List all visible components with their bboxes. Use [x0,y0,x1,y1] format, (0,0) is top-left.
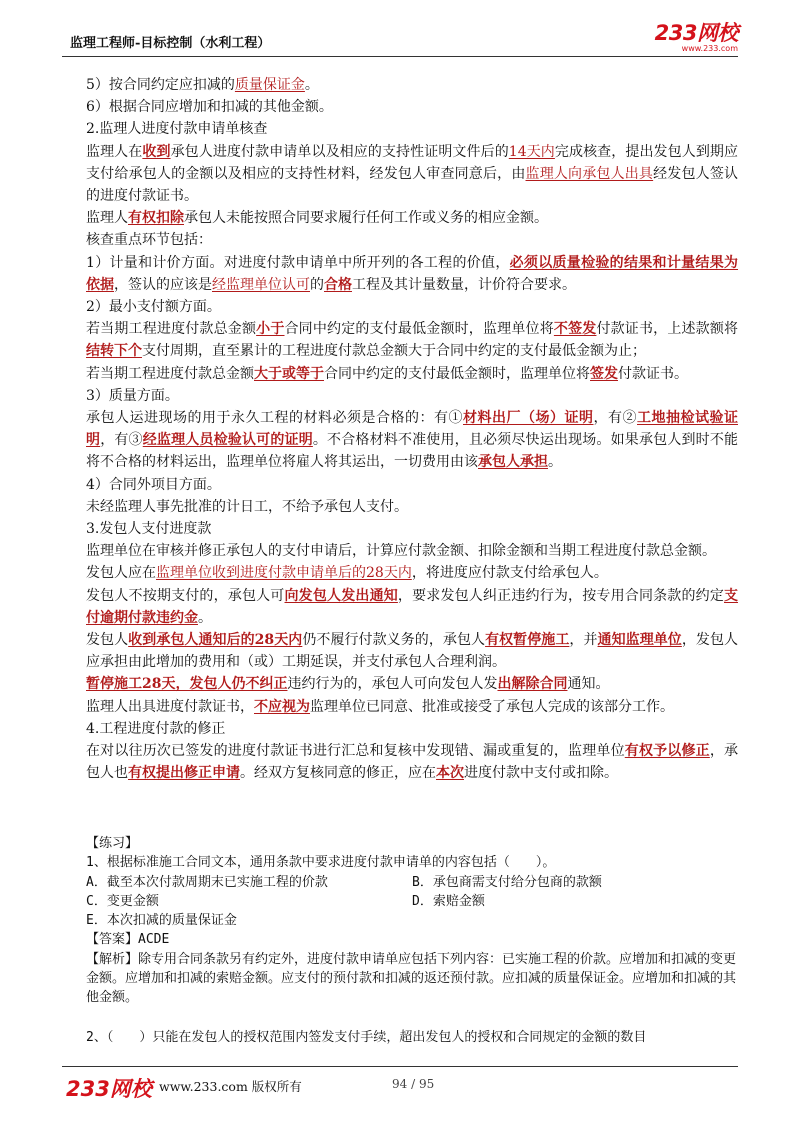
body-paragraph [86,562,738,584]
highlighted-term: 有权扣除 [128,210,184,227]
main-content [86,74,738,785]
highlighted-term: 出解除合同 [497,676,568,693]
highlighted-term: 大于或等于 [254,365,324,382]
body-paragraph [86,207,738,229]
highlighted-term: 质量保证金 [234,77,305,93]
highlighted-term: 向发包人发出通知 [284,587,398,604]
body-paragraph [86,252,738,296]
highlighted-term: 本次 [436,765,464,782]
text-run: 4）合同外项目方面。 [86,476,221,493]
analysis-label: 【解析】 [86,951,139,967]
text-run: 监理人在 [86,143,143,160]
body-paragraph [86,673,738,695]
logo-url: www.233.com [681,44,738,53]
text-run: 发包人 [86,632,129,649]
footer-logo: 233网校 [66,1077,152,1101]
body-paragraph [86,474,738,496]
text-run: ，承包人也 [86,743,739,782]
text-run: 。 [548,454,562,471]
question-1: 1、根据标准施工合同文本，通用条款中要求进度付款申请单的内容包括（ ）。 [86,855,556,871]
text-run: 。不合格材料不准使用，且必须尽快运出现场。如果承包人到时不能将不合格的材料运出，监理单位将雇人将其运出，一切费用由该 [86,432,739,471]
option-a: A．截至本次付款周期末已实施工程的价款 [86,874,328,890]
text-run: 若当期工程进度付款总金额 [86,321,257,338]
text-run: 付款证书。 [618,365,688,382]
text-run: 进度付款中支付或扣除。 [464,765,618,782]
body-paragraph [86,585,738,629]
text-run: 2）最小支付额方面。 [86,299,221,316]
document-title: 监理工程师-目标控制（水利工程） [70,36,271,51]
option-c: C．变更金额 [86,893,159,909]
body-paragraph [86,74,738,96]
text-run: ，并 [569,632,598,649]
highlighted-term: 14天内 [508,143,555,160]
highlighted-term: 结转下个 [86,343,142,360]
answer-line [86,930,738,949]
footer-copyright: www.233.com 版权所有 [159,1079,302,1094]
body-paragraph [86,629,738,673]
option-d: D．索赔金额 [412,893,485,909]
text-run: 。 [304,77,319,93]
body-paragraph [86,696,738,718]
brand-logo [655,22,738,53]
highlighted-term: 有权提出修正申请 [128,765,240,782]
text-run: 的 [310,276,324,293]
text-run: 3）质量方面。 [86,387,179,404]
text-run: 监理单位在审核并修正承包人的支付申请后，计算应付款金额、扣除金额和当期工程进度付款总金额。 [86,543,716,560]
highlighted-term: 必须以质量检验的结果和计量结果为依据 [86,254,739,293]
highlighted-term: 经监理单位认可 [212,276,310,293]
text-run: 监理人出具进度付款证书， [86,698,254,715]
text-run: 工程及其计量数量，计价符合要求。 [352,276,576,293]
option-b: B．承包商需支付给分包商的款额 [412,874,602,890]
answer-label: 【答案】 [86,932,139,948]
highlighted-term: 暂停施工28天，发包人仍不纠正 [86,676,288,693]
body-paragraph [86,141,738,208]
text-run: 通知。 [567,676,610,693]
text-run: 支付周期，直至累计的工程进度付款总金额大于合同中约定的支付最低金额为止； [142,343,646,360]
body-paragraph [86,518,738,540]
highlighted-term: 收到 [142,143,171,160]
text-run: 仍不履行付款义务的，承包人 [302,632,486,649]
highlighted-term: 材料出厂（场）证明 [463,410,594,427]
exercise-heading: 【练习】 [86,836,139,851]
body-paragraph [86,229,738,251]
highlighted-term: 小于 [256,321,285,338]
text-run: 未经监理人事先批准的计日工，不给予承包人支付。 [86,498,408,515]
text-run: 承包人进度付款申请单以及相应的支持性证明文件后的 [170,143,509,160]
body-paragraph [86,96,738,118]
text-run: ，发包人应承担由此增加的费用和（或）工期延误，并支付承包人合理利润。 [86,632,739,671]
text-run: 违约行为的，承包人可向发包人发 [287,676,498,693]
text-run: 承包人运进现场的用于永久工程的材料必须是合格的：有① [86,410,463,427]
text-run: ，要求发包人纠正违约行为，按专用合同条款的约定 [397,587,725,604]
text-run: ，将进度应付款支付给承包人。 [411,565,608,582]
page-footer [62,1066,738,1101]
text-run: 发包人应在 [86,565,156,582]
text-run: 。 [198,609,212,626]
analysis-text: 除专用合同条款另有约定外，进度付款申请单应包括下列内容：已实施工程的价款。应增加和扣减的变更金额。应增加和扣减的索赔金额。应支付的预付款和扣减的返还预付款。应扣减的质量保证金。应增加和扣减的其他金额。 [86,951,737,1006]
text-run: 4.工程进度付款的修正 [86,720,226,737]
text-run: 监理人 [86,210,128,227]
body-paragraph [86,740,738,784]
text-run: 发包人不按期支付的，承包人可 [86,587,285,604]
highlighted-term: 不应视为 [254,698,310,715]
highlighted-term: 合格 [324,276,352,293]
text-run: 5）按合同约定应扣减的 [86,77,235,93]
text-run: 经发包人签认的进度付款证书。 [86,165,739,205]
body-paragraph [86,385,738,407]
highlighted-term: 支付逾期付款违约金 [86,587,739,626]
highlighted-term: 有权予以修正 [624,743,710,760]
text-run: 完成核查，提出发包人到期应支付给承包人的金额以及相应的支持性材料，经发包人审查同意后，由 [86,143,739,182]
body-paragraph [86,118,738,140]
answer-value: ACDE [138,932,170,948]
option-row [86,873,738,892]
highlighted-term: 收到承包人通知后的28天内 [128,632,303,649]
text-run: 6）根据合同应增加和扣减的其他金额。 [86,99,333,116]
text-run: 合同中约定的支付最低金额时，监理单位将 [324,365,590,382]
page-header [62,22,738,57]
text-run: 。经双方复核同意的修正，应在 [240,765,436,782]
body-paragraph [86,363,738,385]
body-paragraph [86,296,738,318]
text-run: ，签认的应该是 [114,276,212,293]
text-run: 合同中约定的支付最低金额时，监理单位将 [284,321,554,338]
highlighted-term: 签发 [590,365,618,382]
body-paragraph [86,540,738,562]
text-run: 承包人未能按照合同要求履行任何工作或义务的相应金额。 [184,210,548,227]
text-run: 1）计量和计价方面。对进度付款申请单中所开列的各工程的价值， [86,254,510,271]
question-2: 2、（ ）只能在发包人的授权范围内签发支付手续，超出发包人的授权和合同规定的金额的数目 [86,1029,647,1045]
body-paragraph [86,718,738,740]
highlighted-term: 不签发 [553,321,597,338]
body-paragraph [86,407,738,474]
text-run: 核查重点环节包括： [86,232,212,249]
exercise-section [86,834,738,1047]
body-paragraph [86,318,738,362]
highlighted-term: 通知监理单位 [597,632,682,649]
text-run: 若当期工程进度付款总金额 [86,365,254,382]
highlighted-term: 有权暂停施工 [485,632,570,649]
text-run: 监理单位已同意、批准或接受了承包人完成的该部分工作。 [310,698,674,715]
highlighted-term: 监理人向承包人出具 [525,165,654,182]
page-number: 94 / 95 [392,1077,435,1091]
text-run: ，有③ [100,432,143,449]
highlighted-term: 监理单位收到进度付款申请单后的28天内 [156,565,412,582]
text-run: 付款证书，上述款额将 [596,321,739,338]
body-paragraph [86,496,738,518]
text-run: 3.发包人支付进度款 [86,521,212,538]
highlighted-term: 承包人承担 [478,454,548,471]
text-run: ，有② [593,410,637,427]
highlighted-term: 工地抽检试验证明 [86,410,738,449]
analysis-line [86,950,738,1008]
text-run: 在对以往历次已签发的进度付款证书进行汇总和复核中发现错、漏或重复的，监理单位 [86,743,625,760]
logo-text: 233网校 [654,21,738,45]
option-row [86,892,738,911]
highlighted-term: 经监理人员检验认可的证明 [142,432,313,449]
option-e: E．本次扣减的质量保证金 [86,913,237,929]
text-run: 2.监理人进度付款申请单核查 [86,121,268,138]
